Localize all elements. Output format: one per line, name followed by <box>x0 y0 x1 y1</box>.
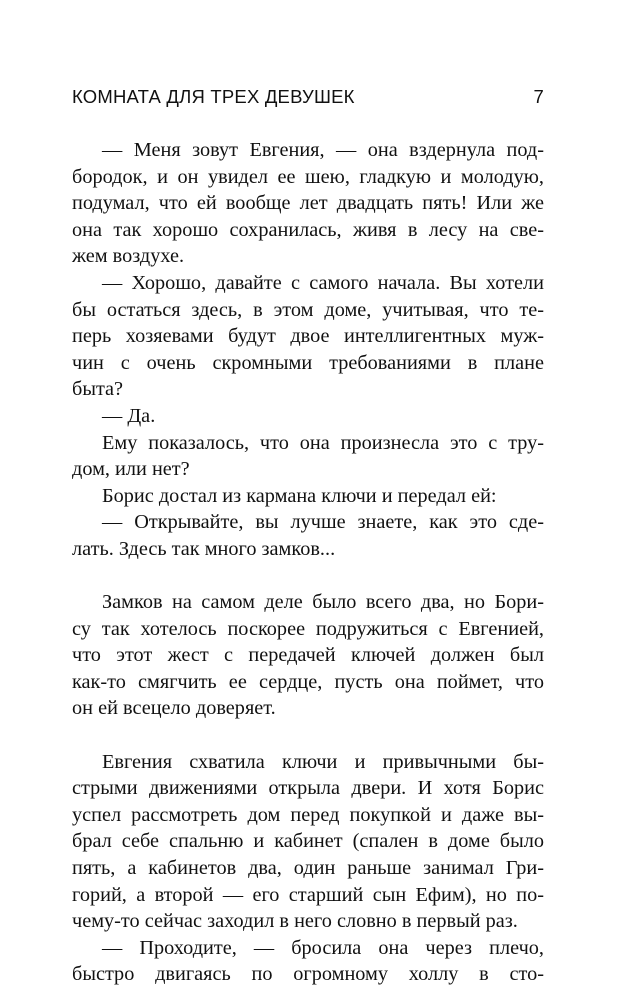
text-line: как-то смягчить ее сердце, пусть она поймет, что <box>72 670 544 693</box>
text-line: подумал, что ей вообще лет двадцать пять! Или же <box>72 192 544 215</box>
text-line: горий, а второй — его старший сын Ефим), но по- <box>72 883 544 906</box>
page-number: 7 <box>533 86 544 107</box>
text-line: су так хотелось поскорее подружиться с Евгенией, <box>72 617 544 640</box>
section-break <box>72 722 544 749</box>
paragraph <box>72 270 544 403</box>
text-line: Евгения схватила ключи и привычными бы- <box>102 750 544 773</box>
paragraph <box>72 935 544 988</box>
text-line: успел рассмотреть дом перед покупкой и даже вы- <box>72 803 544 826</box>
text-line: брал себе спальню и кабинет (спален в доме было <box>72 830 544 853</box>
text-line: бородок, и он увидел ее шею, гладкую и молодую, <box>72 165 544 188</box>
paragraph <box>72 509 544 562</box>
text-line: чин с очень скромными требованиями в плане <box>72 351 544 374</box>
text-line: Замков на самом деле было всего два, но Бори- <box>102 591 544 614</box>
text-line: лать. Здесь так много замков... <box>72 537 336 560</box>
text-line: что этот жест с передачей ключей должен был <box>72 644 544 667</box>
section-break <box>72 563 544 590</box>
text-line: быта? <box>72 378 124 401</box>
page-body <box>72 137 544 988</box>
text-line: жем воздухе. <box>72 245 185 268</box>
text-line: чему-то сейчас заходил в него словно в первый раз. <box>72 910 518 933</box>
text-line: Борис достал из кармана ключи и передал ей: <box>102 484 497 507</box>
text-line: пять, а кабинетов два, один раньше занимал Гри- <box>72 857 544 880</box>
paragraph <box>72 430 544 483</box>
text-line: бы остаться здесь, в этом доме, учитывая, что те- <box>72 298 544 321</box>
text-line: она так хорошо сохранилась, живя в лесу на све- <box>72 218 544 241</box>
text-line: он ей всецело доверяет. <box>72 697 276 720</box>
text-line: — Открывайте, вы лучше знаете, как это сде- <box>102 511 544 534</box>
text-line: — Хорошо, давайте с самого начала. Вы хотели <box>102 271 544 294</box>
paragraph <box>72 749 544 935</box>
paragraph <box>72 589 544 722</box>
text-line: — Проходите, — бросила она через плечо, <box>102 936 544 959</box>
text-line: — Меня зовут Евгения, — она вздернула под- <box>102 139 544 161</box>
paragraph <box>72 483 544 510</box>
text-line: стрыми движениями открыла двери. И хотя Борис <box>72 777 544 800</box>
text-line: дом, или нет? <box>72 458 190 481</box>
paragraph <box>72 137 544 270</box>
text-line: Ему показалось, что она произнесла это с тру- <box>102 431 544 454</box>
book-title: КОМНАТА ДЛЯ ТРЕХ ДЕВУШЕК <box>72 86 355 107</box>
text-line: — Да. <box>102 404 156 427</box>
paragraph <box>72 403 544 430</box>
text-line: быстро двигаясь по огромному холлу в сто- <box>72 963 544 986</box>
running-header <box>72 86 544 110</box>
text-line: перь хозяевами будут двое интеллигентных муж- <box>72 325 544 348</box>
